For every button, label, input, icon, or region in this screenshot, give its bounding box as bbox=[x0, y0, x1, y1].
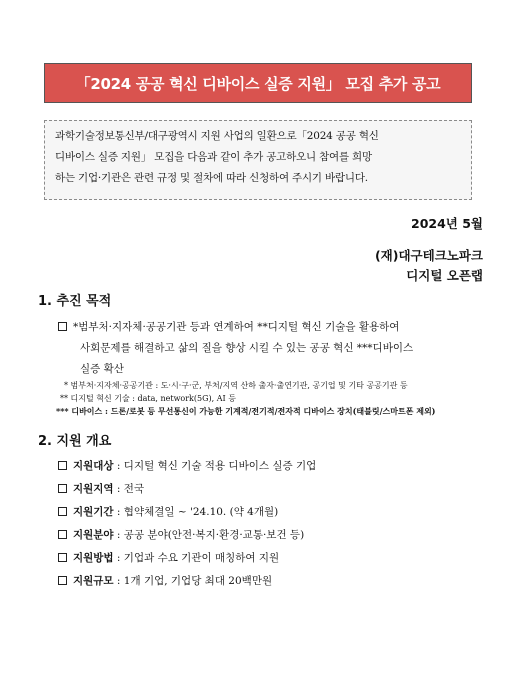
item-separator: : bbox=[113, 552, 124, 564]
checkbox-bullet-icon bbox=[58, 553, 67, 562]
purpose-paragraph bbox=[58, 317, 478, 380]
checkbox-bullet-icon bbox=[58, 461, 67, 470]
item-label: 지원대상 bbox=[73, 460, 114, 472]
purpose-text: 사회문제를 해결하고 삶의 질을 향상 시킬 수 있는 공공 혁신 ***디바이스 bbox=[80, 342, 414, 354]
notice-line: 디바이스 실증 지원」 모집을 다음과 같이 추가 공고하오니 참여를 희망 bbox=[55, 151, 372, 163]
footnote: *** 디바이스 : 드론/로봇 등 무선통신이 가능한 기계적/전기적/전자적 디바이스 장치(태블릿/스마트폰 제외) bbox=[56, 406, 436, 416]
checkbox-bullet-icon bbox=[58, 576, 67, 585]
item-value: 공공 분야(안전·복지·환경·교통·보건 등) bbox=[123, 529, 305, 541]
item-value: 1개 기업, 기업당 최대 20백만원 bbox=[123, 575, 273, 587]
item-value: 기업과 수요 기관이 매칭하여 지원 bbox=[123, 552, 280, 564]
organization-name: (재)대구테크노파크 bbox=[374, 248, 483, 263]
item-label: 지원방법 bbox=[73, 552, 114, 564]
announcement-title-banner bbox=[44, 63, 472, 103]
item-separator: : bbox=[113, 529, 124, 541]
item-separator: : bbox=[113, 575, 124, 587]
overview-list bbox=[58, 458, 316, 596]
checkbox-bullet-icon bbox=[58, 530, 67, 539]
checkbox-bullet-icon bbox=[58, 484, 67, 493]
item-label: 지원규모 bbox=[73, 575, 114, 587]
checkbox-bullet-icon bbox=[58, 322, 67, 331]
purpose-text: *범부처·지자체·공공기관 등과 연계하여 **디지털 혁신 기술을 활용하여 bbox=[73, 321, 400, 333]
notice-box bbox=[44, 120, 472, 200]
item-separator: : bbox=[113, 460, 124, 472]
list-item bbox=[58, 573, 316, 596]
announcement-date: 2024년 5월 bbox=[411, 216, 483, 231]
item-value: 디지털 혁신 기술 적용 디바이스 실증 기업 bbox=[123, 460, 317, 472]
footnote: ** 디지털 혁신 기술 : data, network(5G), AI 등 bbox=[60, 394, 236, 403]
item-label: 지원분야 bbox=[73, 529, 114, 541]
item-value: 전국 bbox=[123, 483, 145, 495]
notice-line: 과학기술정보통신부/대구광역시 지원 사업의 일환으로「2024 공공 혁신 bbox=[55, 130, 379, 142]
list-item bbox=[58, 458, 316, 481]
announcement-title: 「2024 공공 혁신 디바이스 실증 지원」 모집 추가 공고 bbox=[75, 74, 441, 93]
item-value: 협약체결일 ~ '24.10. (약 4개월) bbox=[123, 506, 279, 518]
checkbox-bullet-icon bbox=[58, 507, 67, 516]
item-label: 지원지역 bbox=[73, 483, 114, 495]
list-item bbox=[58, 527, 316, 550]
footnotes bbox=[56, 379, 435, 418]
item-separator: : bbox=[113, 506, 124, 518]
list-item bbox=[58, 481, 316, 504]
item-label: 지원기간 bbox=[73, 506, 114, 518]
organization-department: 디지털 오픈랩 bbox=[406, 268, 483, 283]
section-heading-purpose: 1. 추진 목적 bbox=[38, 294, 112, 309]
list-item bbox=[58, 550, 316, 573]
purpose-text: 실증 확산 bbox=[80, 363, 124, 375]
section-heading-overview: 2. 지원 개요 bbox=[38, 434, 112, 449]
item-separator: : bbox=[113, 483, 124, 495]
list-item bbox=[58, 504, 316, 527]
notice-line: 하는 기업·기관은 관련 규정 및 절차에 따라 신청하여 주시기 바랍니다. bbox=[55, 172, 368, 184]
footnote: * 범부처·지자체·공공기관 : 도·시·구·군, 부처/지역 산하 출자·출연기관, 공기업 및 기타 공공기관 등 bbox=[64, 381, 408, 390]
